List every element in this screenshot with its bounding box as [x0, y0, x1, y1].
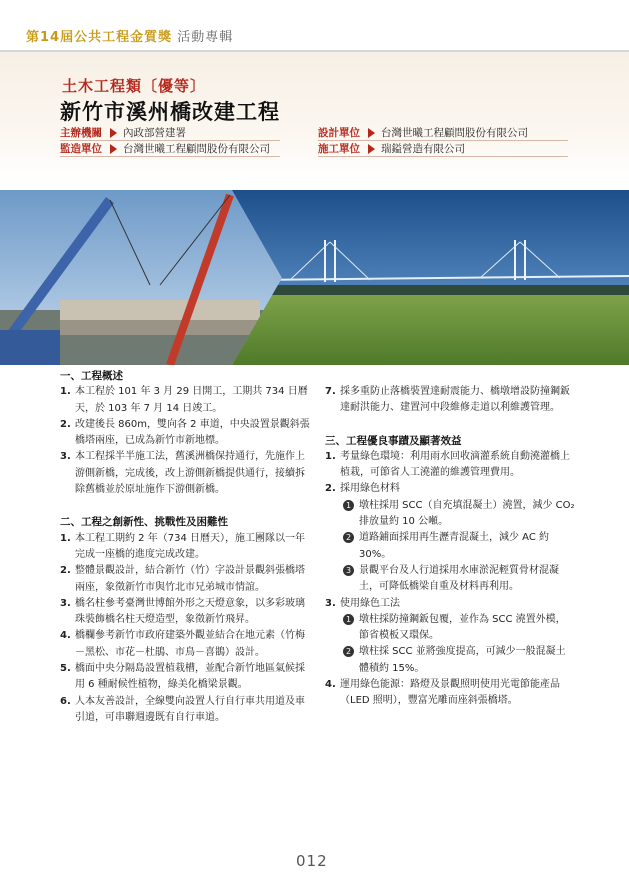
section-heading: 三、工程優良事蹟及顯著效益: [325, 434, 462, 447]
info-underline: [318, 156, 568, 157]
sub-item-text: 道路鋪面採用再生瀝青混凝土，減少 AC 約 30%。: [359, 532, 550, 560]
left-column: [60, 368, 310, 726]
item-number: 1.: [60, 532, 71, 544]
item-number: 4.: [325, 679, 336, 691]
info-underline: [60, 156, 280, 157]
list-item: [325, 596, 575, 612]
sub-item: [325, 563, 575, 596]
item-number: 2.: [60, 565, 71, 577]
info-value: 瑞鎰營造有限公司: [381, 143, 465, 155]
info-label: 設計單位: [318, 127, 360, 139]
item-text: 本工程採半半施工法，舊溪洲橋保持通行，先施作上游側新橋，完成後，改上游側新橋提供通行，接續拆除舊橋並於原址施作下游側新橋。: [75, 451, 305, 496]
header-title: [26, 26, 233, 45]
section-heading: 二、工程之創新性、挑戰性及困難性: [60, 516, 228, 529]
item-number: 2.: [60, 418, 71, 430]
item-text: 本工程於 101 年 3 月 29 日開工，工期共 734 日曆天，於 103 年 7 月 14 日竣工。: [75, 386, 308, 414]
arrow-icon: [368, 144, 375, 154]
item-text: 本工程工期約 2 年（734 日曆天），施工團隊以一年完成一座橋的進度完成改建。: [75, 532, 305, 560]
item-number: 1.: [325, 450, 336, 462]
item-number: 4.: [60, 630, 71, 642]
arrow-icon: [110, 128, 117, 138]
item-text: 採用綠色材料: [340, 483, 400, 495]
bridge-photo: [232, 190, 629, 365]
item-text: 改建後長 860m，雙向各 2 車道，中央設置景觀斜張橋塔兩座，已成為新竹市新地標。: [75, 418, 310, 447]
list-item: [60, 596, 310, 629]
item-number: 2.: [325, 483, 336, 495]
info-value: 內政部營建署: [123, 127, 186, 139]
item-text: 採多重防止落橋裝置達耐震能力、橋墩增設防撞鋼鈑達耐洪能力、建置河中段維修走道以利維護管理。: [340, 386, 570, 414]
header-album-label: 活動專輯: [177, 30, 234, 45]
arrow-icon: [110, 144, 117, 154]
right-column: [325, 384, 575, 710]
sub-item: [325, 612, 575, 645]
list-item: [325, 449, 575, 482]
item-text: 考量綠色環境：利用雨水回收滴灌系統自動澆灌橋上植栽，可節省人工澆灌的維護管理費用。: [340, 450, 570, 479]
info-designer: [318, 125, 528, 140]
project-title: 新竹市溪州橋改建工程: [60, 100, 280, 124]
list-item: [60, 417, 310, 450]
list-item: [60, 661, 310, 694]
info-label: 監造單位: [60, 143, 102, 155]
item-text: 人本友善設計，全線雙向設置人行自行車共用道及車引道，可串聯週邊既有自行車道。: [75, 695, 305, 723]
sub-item: [325, 530, 575, 563]
info-label: 主辦機關: [60, 127, 102, 139]
list-item: [325, 677, 575, 710]
info-contractor: [318, 141, 465, 156]
sub-item: [325, 644, 575, 677]
item-number: 6.: [60, 695, 71, 707]
info-supervisor: [60, 141, 270, 156]
item-text: 橋名柱參考臺灣世博館外形之天燈意象，以多彩玻璃珠裝飾橋名柱天燈造型，象徵新竹飛昇。: [75, 597, 305, 626]
sub-item-text: 景觀平台及人行道採用水庫淤泥輕質骨材混凝土，可降低橋梁自重及材料再利用。: [359, 564, 559, 593]
info-organizer: [60, 125, 186, 140]
list-item: [60, 628, 310, 661]
item-text: 整體景觀設計，結合新竹（竹）字設計景觀斜張橋塔兩座，象徵新竹市與竹北市兄弟城市情誼。: [75, 565, 305, 593]
item-text: 橋欄參考新竹市政府建築外觀並結合在地元素（竹梅－黑松、市花－杜鵑、市鳥－喜鵲）設計。: [75, 630, 305, 658]
list-item: [60, 694, 310, 727]
sub-item-text: 墩柱採用 SCC（自充填混凝土）澆置，減少 CO₂ 排放量約 10 公噸。: [359, 499, 575, 528]
item-number: 5.: [60, 663, 71, 675]
list-item: [60, 531, 310, 564]
list-item: [60, 384, 310, 417]
list-item: [60, 449, 310, 498]
item-number: 7.: [325, 386, 336, 397]
page-number: 012: [296, 852, 328, 870]
circled-number: 1: [343, 500, 354, 511]
circled-number: 2: [343, 532, 354, 543]
project-category: 土木工程類〔優等〕: [62, 77, 207, 95]
info-value: 台灣世曦工程顧問股份有限公司: [381, 127, 528, 139]
section-heading: 一、工程概述: [60, 370, 123, 382]
circled-number: 3: [343, 565, 354, 576]
item-number: 3.: [325, 597, 336, 609]
sub-item-text: 墩柱採防撞鋼鈑包覆，並作為 SCC 澆置外模，節省模板又環保。: [359, 613, 566, 642]
item-number: 3.: [60, 451, 71, 463]
item-number: 3.: [60, 597, 71, 609]
item-text: 使用綠色工法: [340, 597, 400, 609]
circled-number: 2: [343, 646, 354, 657]
sub-item-text: 墩柱採 SCC 並將強度提高，可減少一般混凝土體積約 15%。: [359, 646, 566, 674]
list-item: [60, 563, 310, 596]
project-photo-banner: [0, 190, 629, 365]
arrow-icon: [368, 128, 375, 138]
sub-item: [325, 498, 575, 531]
item-text: 運用綠色能源：路燈及景觀照明使用光電節能產品（LED 照明），豐富光雕而座斜張橋塔。: [340, 679, 560, 707]
list-item: [325, 481, 575, 497]
item-text: 橋面中央分隔島設置植栽槽，並配合新竹地區氣候採用 6 種耐候性植物，綠美化橋梁景觀。: [75, 663, 305, 691]
list-item: [325, 384, 575, 417]
item-number: 1.: [60, 386, 71, 398]
header-award-label: 第14屆公共工程金質獎: [26, 30, 173, 45]
info-value: 台灣世曦工程顧問股份有限公司: [123, 143, 270, 155]
circled-number: 1: [343, 614, 354, 625]
info-label: 施工單位: [318, 143, 360, 155]
